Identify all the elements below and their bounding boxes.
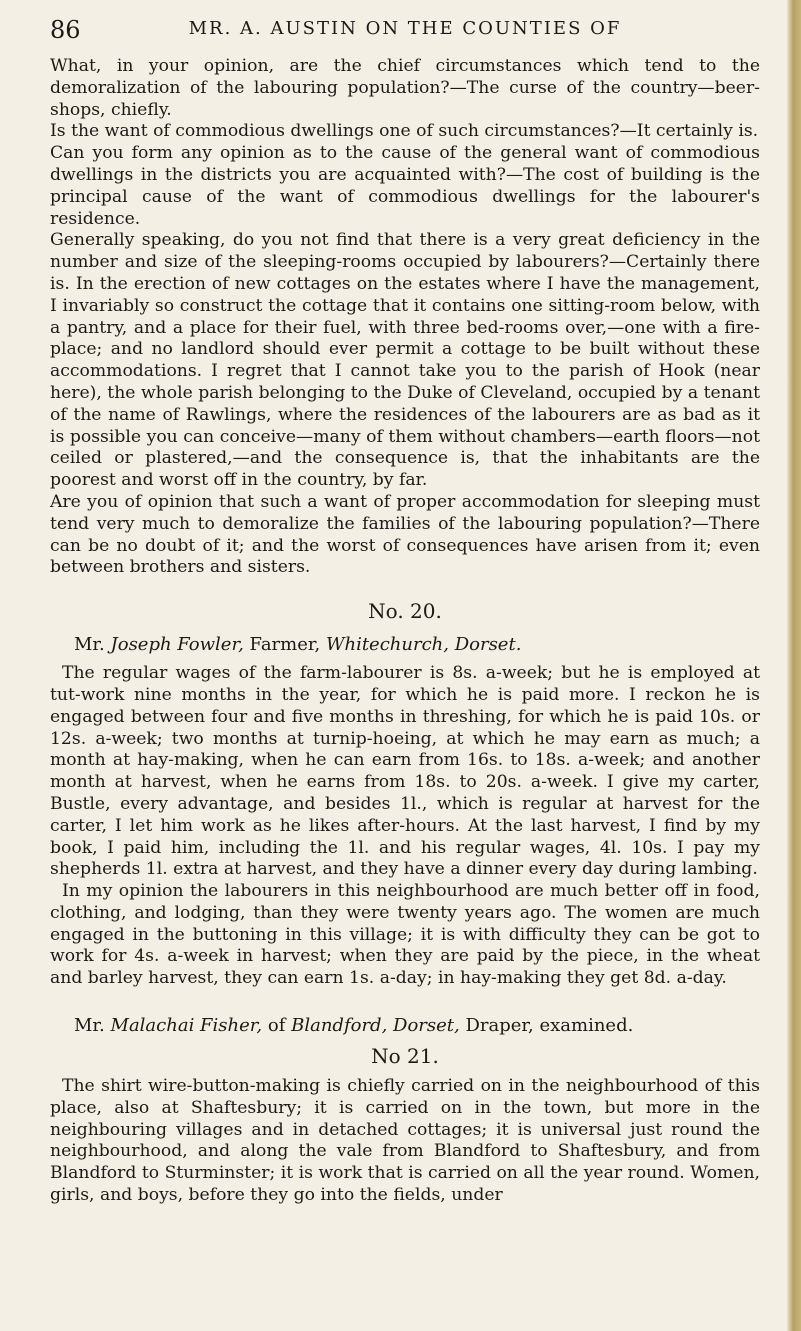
paragraph: Generally speaking, do you not find that there is a very great deficiency in the number and size of the sleeping-rooms occupied by labourers?—Certainly there is. In the erection of new cottages on the estates where I have the management, I invariably so construct the cottage that it contains one sitting-room below, with a pantry, and a place for their fuel, with three bed-rooms over,—one with a fire-place; and no landlord should ever permit a cottage to be built without these accommodations. I regret that I cannot take you to the parish of Hook (near here), the whole parish belonging to the Duke of Cleveland, occupied by a tenant of the name of Rawlings, where the residences of the labourers are as bad as it is possible you can conceive—many of them without chambers—earth floors—not ceiled or plastered,—and the consequence is, that the inhabitants are the poorest and worst off in the country, by far.	[50, 230, 760, 491]
page-edge-binding	[787, 0, 801, 1331]
witness-prefix: Mr.	[74, 1015, 105, 1037]
witness-name: Malachai Fisher,	[110, 1015, 263, 1037]
paragraph: In my opinion the labourers in this neighbourhood are much better off in food, clothing, and lodging, than they were twenty years ago. The women are much engaged in the buttoning in this village; it is with difficulty they can be got to work for 4s. a-week in harvest; when they are paid by the piece, in the wheat and barley harvest, they can earn 1s. a-day; in hay-making they get 8d. a-day.	[50, 881, 760, 989]
paragraph: The regular wages of the farm-labourer is 8s. a-week; but he is employed at tut-work nine months in the year, for which he is paid more. I reckon he is engaged between four and five months in threshing, for which he is paid 10s. or 12s. a-week; two months at turnip-hoeing, at which he may earn as much; a month at hay-making, when he can earn from 16s. to 18s. a-week; and another month at harvest, when he earns from 18s. to 20s. a-week. I give my carter, Bustle, every advantage, and besides 1l., which is regular at harvest for the carter, I let him work as he likes after-hours. At the last harvest, I find by my book, I paid him, including the 1l. and his regular wages, 4l. 10s. I pay my shepherds 1l. extra at harvest, and they have a dinner every day during lambing.	[50, 663, 760, 880]
witness-occupation: Farmer,	[249, 634, 321, 656]
section-heading-no-21: No 21.	[371, 1044, 439, 1069]
paragraph: The shirt wire-button-making is chiefly carried on in the neighbourhood of this place, also at Shaftesbury; it is carried on in the town, but more in the neighbouring villages and in detached cottages; it is universal just round the neighbourhood, and along the vale from Blandford to Shaftesbury, and from Blandford to Sturminster; it is work that is carried on all the year round. Women, girls, and boys, before they go into the fields, under	[50, 1076, 760, 1206]
section-heading-no-20: No. 20.	[368, 599, 442, 624]
witness-line-fowler	[50, 633, 760, 657]
running-header	[50, 16, 760, 56]
running-title: MR. A. AUSTIN ON THE COUNTIES OF	[188, 18, 622, 39]
witness-line-fisher	[50, 1014, 760, 1038]
paragraph: What, in your opinion, are the chief circumstances which tend to the demoralization of the labouring population?—The curse of the country—beer-shops, chiefly.	[50, 56, 760, 120]
book-page	[50, 16, 760, 1207]
witness-prefix: Mr.	[74, 634, 105, 656]
witness-of: of	[267, 1015, 286, 1037]
witness-place: Blandford, Dorset,	[291, 1015, 460, 1037]
paragraph: Can you form any opinion as to the cause of the general want of commodious dwellings in the districts you are acquainted with?—The cost of building is the principal cause of the want of commodious dwellings for the labourer's residence.	[50, 143, 760, 229]
paragraph: Are you of opinion that such a want of proper accommodation for sleeping must tend very much to demoralize the families of the labouring population?—There can be no doubt of it; and the worst of consequences have arisen from it; even between brothers and sisters.	[50, 491, 760, 578]
page-number: 86	[50, 16, 81, 44]
witness-occupation: Draper, examined.	[465, 1015, 634, 1037]
body-text-top	[50, 56, 760, 579]
witness-name: Joseph Fowler,	[110, 634, 244, 656]
body-text-section-21	[50, 1076, 760, 1207]
body-text-section-20	[50, 663, 760, 990]
witness-place: Whitechurch, Dorset.	[325, 634, 522, 656]
paragraph: Is the want of commodious dwellings one of such circumstances?—It certainly is.	[50, 121, 759, 142]
